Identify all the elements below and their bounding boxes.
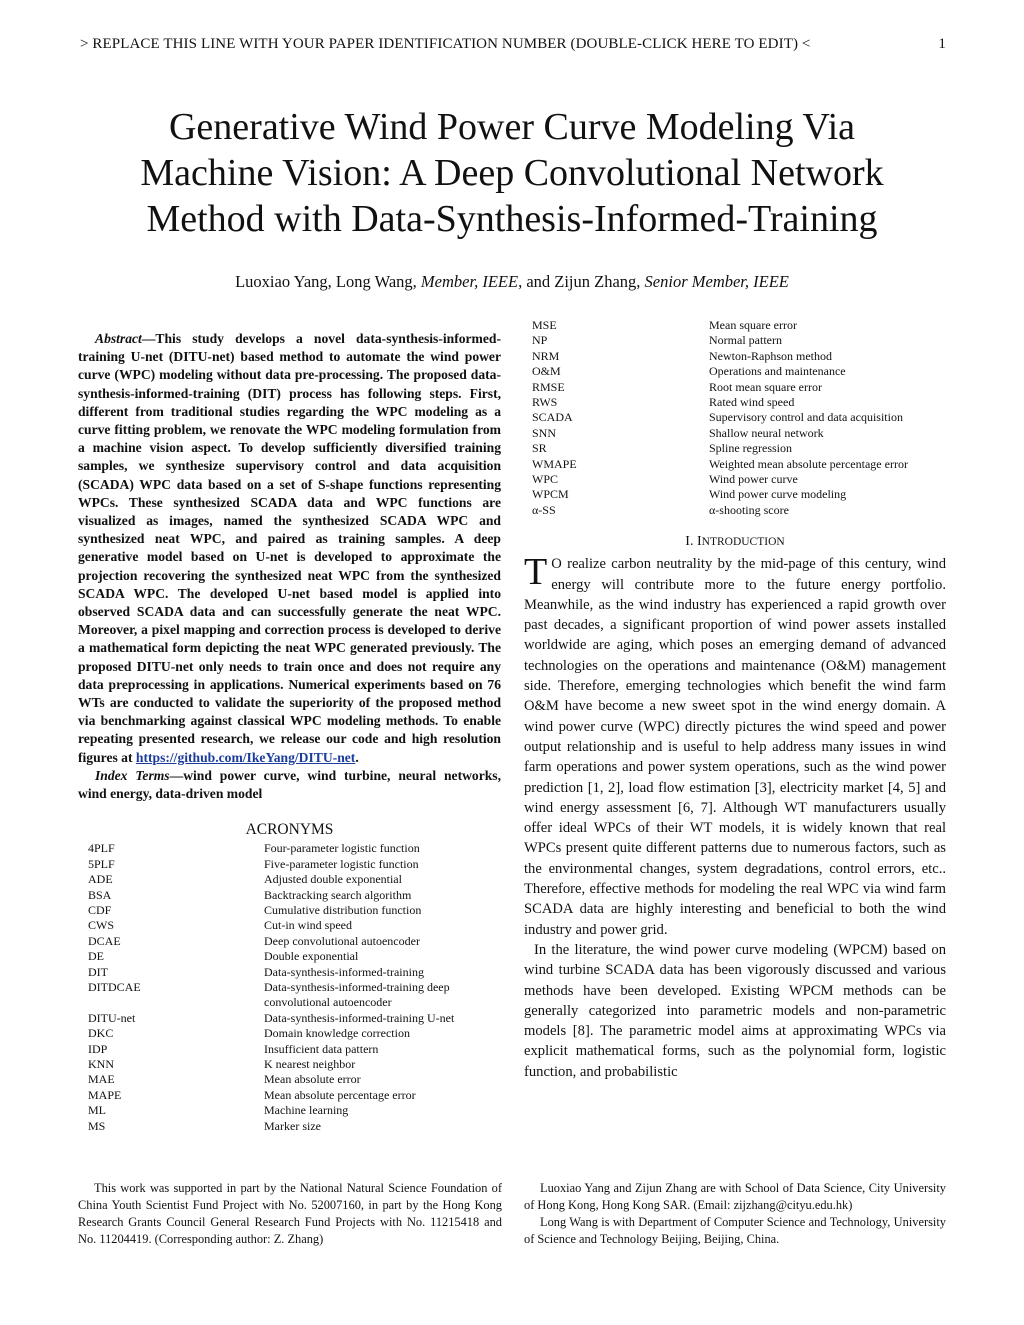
acronym-definition: Four-parameter logistic function [264, 841, 420, 856]
acronyms-table-left [78, 841, 501, 1134]
abstract-end: . [355, 749, 359, 765]
acronym-row [524, 318, 946, 333]
acronym-row [78, 934, 501, 949]
acronym-definition: α-shooting score [709, 502, 789, 517]
acronym-definition: Deep convolutional autoencoder [264, 933, 420, 948]
intro-paragraph-1-text: O realize carbon neutrality by the mid-page of this century, wind energy will contribute more to the future energy portfolio. Meanwhile, as the wind industry has experienced a rapid growth over past decades, a significant proportion of wind power assets installed worldwide are aging, which poses an emerging demand of advanced technologies on the operations and maintenance (O&M) management side. Therefore, emerging technologies which benefit the wind farm O&M have become a new sweet spot in the wind energy domain. A wind power curve (WPC) directly pictures the wind speed and power output relationship and is useful to help address many issues in wind farm operations and power system operations, such as the wind power prediction [1, 2], load flow estimation [3], electricity market [4, 5] and wind energy assessment [6, 7]. Although WT manufacturers usually offer ideal WPCs of their WT models, it is widely known that real WPCs present quite different patterns due to numerous factors, such as the environmental changes, system degradations, control errors, etc.. Therefore, effective methods for modeling the real WPC via wind farm SCADA data are highly interesting and beneficial to both the wind industry and power grid. [524, 556, 946, 938]
acronym-definition: Domain knowledge correction [264, 1026, 410, 1041]
affiliation-footnote-1: Luoxiao Yang and Zijun Zhang are with School of Data Science, City University of Hong Kong, Hong Kong SAR. (Email: zijzhang@cityu.edu.hk) [524, 1181, 946, 1212]
acronym-definition: Five-parameter logistic function [264, 856, 419, 871]
acronym-abbr: IDP [88, 1041, 108, 1056]
acronym-abbr: RWS [532, 395, 558, 410]
index-terms-dash: — [169, 767, 184, 783]
section-title-rest: NTRODUCTION [701, 536, 785, 549]
acronym-row [524, 333, 946, 348]
paper-title [60, 104, 964, 242]
section-title-first: I [696, 534, 702, 550]
funding-footnote-text: This work was supported in part by the National Natural Science Foundation of China Youth Scientist Fund Project with No. 52007160, in part by the Hong Kong Research Grants Council General Research Fund Projects with No. 11215418 and No. 11204419. (Corresponding author: Z. Zhang) [78, 1181, 502, 1246]
acronym-definition: Rated wind speed [709, 395, 795, 410]
acronym-definition: Newton-Raphson method [709, 348, 832, 363]
acronym-row [524, 410, 946, 425]
author-names-1: Luoxiao Yang, Long Wang, [235, 272, 417, 291]
title-line-2: Machine Vision: A Deep Convolutional Network [140, 152, 884, 194]
acronym-abbr: DKC [88, 1026, 114, 1041]
acronym-definition: Normal pattern [709, 333, 782, 348]
acronym-abbr: DCAE [88, 933, 121, 948]
intro-paragraph-1 [524, 551, 946, 940]
acronym-row [524, 395, 946, 410]
acronym-abbr: MSE [532, 318, 557, 332]
acronym-row [78, 1057, 501, 1072]
acronym-definition: Root mean square error [709, 379, 822, 394]
acronym-row [78, 1026, 501, 1041]
acronym-row [78, 903, 501, 918]
acronym-definition: Weighted mean absolute percentage error [709, 456, 908, 471]
acronym-row [524, 472, 946, 487]
acronym-abbr: DITU-net [88, 1010, 136, 1025]
acronym-abbr: KNN [88, 1056, 114, 1071]
acronym-definition: Data-synthesis-informed-training deep convolutional autoencoder [264, 979, 450, 1010]
acronyms-heading: ACRONYMS [245, 821, 334, 839]
acronym-definition: Adjusted double exponential [264, 872, 402, 887]
acronym-definition: Insufficient data pattern [264, 1041, 379, 1056]
acronym-abbr: SNN [532, 425, 557, 440]
acronym-row [524, 457, 946, 472]
index-terms-text: wind power curve, wind turbine, neural networks, wind energy, data-driven model [78, 767, 501, 802]
section-number: I. [685, 534, 694, 550]
acronym-row [78, 1103, 501, 1118]
acronym-definition: Mean square error [709, 318, 797, 332]
acronym-definition: Wind power curve [709, 472, 798, 487]
acronym-abbr: ADE [88, 872, 113, 887]
left-column [78, 318, 501, 1134]
acronym-abbr: ML [88, 1103, 106, 1118]
abstract-text: This study develops a novel data-synthesis-informed-training U-net (DITU-net) based method to automate the wind power curve (WPC) modeling without data pre-processing. The proposed data-synthesis-informed-training (DIT) process has following steps. First, different from traditional studies regarding the WPC modeling as a curve fitting problem, we renovate the WPC modeling formulation from a machine vision aspect. To develop sufficiently diversified training samples, we synthesize supervisory control and data acquisition (SCADA) WPC data based on a set of S-shape functions representing WPCs. These synthesized SCADA data and WPC functions are visualized as images, named the synthesized SCADA WPC and synthesized neat WPC, and paired as training samples. A deep generative model based on U-net is developed to approximate the projection recovering the synthesized neat WPC from the synthesized SCADA WPC. The developed U-net based model is applied into observed SCADA data and can successfully generate the neat WPC. Moreover, a pixel mapping and correction process is developed to derive a mathematical form depicting the neat WPC generated previously. The proposed DITU-net only needs to train once and does not require any data preprocessing in applications. Numerical experiments based on 76 WTs are conducted to validate the superiority of the proposed method via benchmarking against classical WPC modeling methods. To enable repeating presented research, we release our code and high resolution figures at [78, 331, 501, 765]
intro-paragraph-2: In the literature, the wind power curve modeling (WPCM) based on wind turbine SCADA data has been vigorously discussed and various methods have been developed. Existing WPCM methods can be generally categorized into parametric models and non-parametric models [8]. The parametric model aims at approximating WPCs via explicit mathematical forms, such as the polynomial form, logistic function, and probabilistic [524, 941, 946, 1080]
affiliation-footnote-2: Long Wang is with Department of Computer Science and Technology, University of Science and Technology Beijing, Beijing, China. [524, 1215, 946, 1246]
acronym-abbr: α-SS [532, 502, 556, 517]
acronym-row [524, 441, 946, 456]
acronym-abbr: DIT [88, 964, 108, 979]
author-role-2: Senior Member, IEEE [644, 272, 789, 291]
acronym-abbr: 4PLF [88, 841, 115, 856]
acronym-abbr: DE [88, 949, 104, 964]
acronym-definition: Cut-in wind speed [264, 918, 352, 933]
acronym-abbr: MS [88, 1118, 106, 1133]
acronym-abbr: NRM [532, 348, 560, 363]
acronym-abbr: DITDCAE [88, 979, 141, 994]
acronym-row [78, 857, 501, 872]
acronym-definition: Wind power curve modeling [709, 487, 847, 502]
affiliation-footnote [524, 1180, 946, 1248]
acronym-row [524, 487, 946, 502]
acronym-definition: Data-synthesis-informed-training U-net [264, 1010, 455, 1025]
acronym-row [78, 1042, 501, 1057]
acronym-definition: Machine learning [264, 1103, 349, 1118]
acronym-abbr: 5PLF [88, 856, 115, 871]
acronym-abbr: WPC [532, 472, 559, 487]
acronym-definition: Data-synthesis-informed-training [264, 964, 424, 979]
right-column [524, 318, 946, 1082]
acronym-abbr: CWS [88, 918, 115, 933]
abstract [78, 330, 501, 803]
acronym-row [78, 1011, 501, 1026]
acronym-definition: Supervisory control and data acquisition [709, 410, 903, 425]
acronym-abbr: BSA [88, 887, 112, 902]
acronym-abbr: SR [532, 441, 547, 456]
acronym-abbr: WPCM [532, 487, 569, 502]
acronym-definition: Backtracking search algorithm [264, 887, 412, 902]
acronym-definition: Mean absolute error [264, 1072, 361, 1087]
acronym-definition: Mean absolute percentage error [264, 1087, 416, 1102]
acronym-abbr: WMAPE [532, 456, 577, 471]
acronym-row [524, 380, 946, 395]
acronym-row [78, 1072, 501, 1087]
acronym-abbr: MAE [88, 1072, 115, 1087]
acronym-definition: Operations and maintenance [709, 364, 846, 379]
acronym-abbr: CDF [88, 902, 112, 917]
author-line [60, 272, 964, 292]
section-heading-introduction [524, 534, 946, 550]
title-line-1: Generative Wind Power Curve Modeling Via [168, 106, 856, 148]
page-header [80, 36, 946, 53]
acronym-abbr: RMSE [532, 379, 565, 394]
drop-cap: T [524, 551, 548, 594]
acronym-abbr: MAPE [88, 1087, 122, 1102]
introduction-body [524, 551, 946, 1082]
acronym-row [78, 888, 501, 903]
abstract-dash: — [141, 331, 156, 346]
acronym-row [524, 426, 946, 441]
title-line-3: Method with Data-Synthesis-Informed-Training [146, 198, 878, 240]
index-terms-label: Index Terms [95, 767, 170, 783]
abstract-label: Abstract [95, 331, 142, 346]
acronym-row [524, 503, 946, 518]
funding-footnote [78, 1180, 502, 1248]
header-text: > REPLACE THIS LINE WITH YOUR PAPER IDENTIFICATION NUMBER (DOUBLE-CLICK HERE TO EDIT) < [80, 36, 811, 52]
acronym-definition: K nearest neighbor [264, 1056, 356, 1071]
acronym-definition: Double exponential [264, 949, 359, 964]
acronym-abbr: SCADA [532, 410, 573, 425]
author-names-2: , and Zijun Zhang, [518, 272, 641, 291]
acronym-row [78, 918, 501, 933]
page-number: 1 [938, 36, 946, 52]
acronym-abbr: O&M [532, 364, 561, 379]
acronym-row [78, 1088, 501, 1103]
acronym-row [78, 980, 501, 1011]
acronym-abbr: NP [532, 333, 548, 348]
acronym-row [524, 364, 946, 379]
github-link[interactable]: https://github.com/IkeYang/DITU-net [135, 749, 356, 765]
acronym-row [78, 1119, 501, 1134]
acronym-definition: Spline regression [709, 441, 792, 456]
acronym-row [78, 872, 501, 887]
acronym-row [78, 949, 501, 964]
acronym-definition: Marker size [264, 1118, 321, 1133]
acronym-definition: Cumulative distribution function [264, 902, 422, 917]
acronyms-table-right [524, 318, 946, 518]
acronym-row [78, 965, 501, 980]
acronym-row [78, 841, 501, 856]
author-role-1: Member, IEEE [420, 272, 519, 291]
acronym-row [524, 349, 946, 364]
acronym-definition: Shallow neural network [709, 425, 824, 440]
